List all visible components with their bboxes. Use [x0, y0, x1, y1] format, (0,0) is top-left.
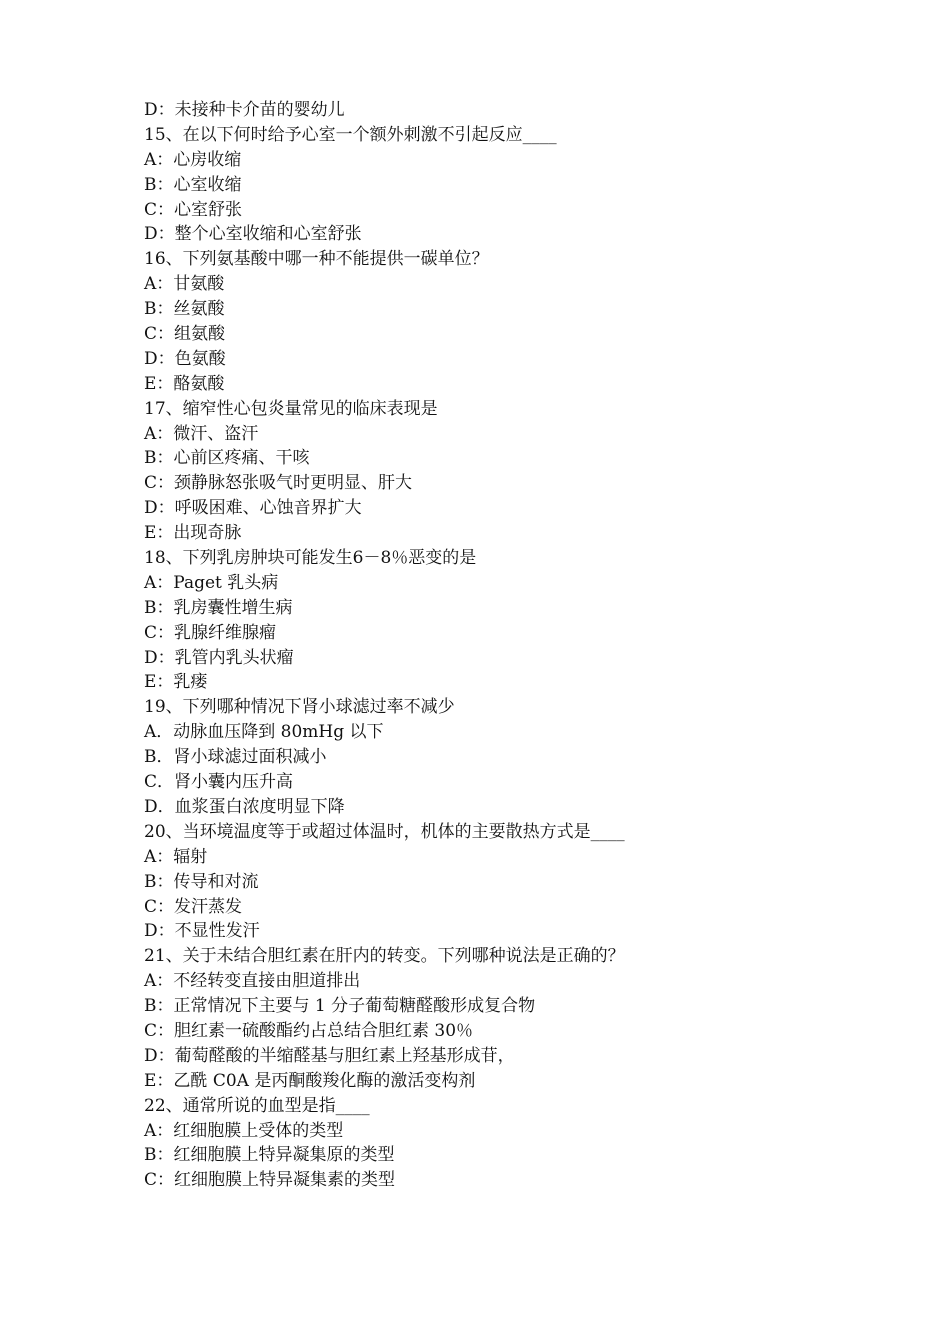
question-19: 19、下列哪种情况下肾小球滤过率不减少 [144, 697, 455, 718]
option-c-text: C：心室舒张 [144, 199, 243, 220]
option-c-text: C．肾小囊内压升高 [144, 772, 294, 793]
option-b-text: B．肾小球滤过面积减小 [144, 747, 327, 768]
question-22: 22、通常所说的血型是指____ [144, 1095, 370, 1116]
option-c-text: C：颈静脉怒张吸气时更明显、肝大 [144, 473, 413, 494]
option-d-text: D：色氨酸 [144, 348, 226, 369]
question-text-block [144, 98, 844, 1193]
option-d-text: D．血浆蛋白浓度明显下降 [144, 796, 345, 817]
option-e-text: E：出现奇脉 [144, 523, 242, 544]
option-b-text: B：传导和对流 [144, 871, 259, 892]
option-d-text: D：未接种卡介苗的婴幼儿 [144, 100, 345, 120]
option-d-text: D：呼吸困难、心蚀音界扩大 [144, 498, 362, 519]
option-b-text: B：心前区疼痛、干咳 [144, 448, 310, 469]
option-a-text: A：心房收缩 [144, 149, 242, 170]
question-17: 17、缩窄性心包炎量常见的临床表现是 [144, 398, 438, 419]
option-a-text: A：甘氨酸 [144, 274, 225, 295]
option-a-text: A：红细胞膜上受体的类型 [144, 1120, 344, 1141]
option-a-text: A：微汗、盗汗 [144, 423, 259, 444]
option-c-text: C：组氨酸 [144, 324, 226, 345]
option-c-text: C：发汗蒸发 [144, 896, 243, 917]
option-a-text: A：不经转变直接由胆道排出 [144, 971, 361, 992]
option-d-text: D：整个心室收缩和心室舒张 [144, 224, 362, 245]
option-b-text: B：丝氨酸 [144, 299, 225, 320]
option-b-text: B：心室收缩 [144, 174, 242, 195]
option-c-text: C：胆红素一硫酸酯约占总结合胆红素 30％ [144, 1020, 474, 1041]
option-a-text: A．动脉血压降到 80mHg 以下 [144, 722, 384, 743]
question-15: 15、在以下何时给予心室一个额外刺激不引起反应____ [144, 124, 557, 145]
option-c-text: C：乳腺纤维腺瘤 [144, 622, 277, 643]
option-e-text: E：乙酰 C0A 是丙酮酸羧化酶的激活变构剂 [144, 1070, 476, 1091]
option-e-text: E：乳瘘 [144, 672, 208, 693]
option-d-text: D：葡萄醛酸的半缩醛基与胆红素上羟基形成苷， [144, 1045, 515, 1066]
option-a-text: A：辐射 [144, 846, 208, 867]
option-e-text: E：酪氨酸 [144, 373, 225, 394]
option-b-text: B：乳房囊性增生病 [144, 597, 293, 618]
question-18: 18、下列乳房肿块可能发生6－8％恶变的是 [144, 548, 477, 569]
option-a-text: A：Paget 乳头病 [144, 572, 279, 593]
question-21: 21、关于未结合胆红素在肝内的转变。下列哪种说法是正确的？ [144, 946, 625, 967]
option-b-text: B：红细胞膜上特异凝集原的类型 [144, 1145, 395, 1166]
question-16: 16、下列氨基酸中哪一种不能提供一碳单位？ [144, 249, 489, 270]
question-20: 20、当环境温度等于或超过体温时，机体的主要散热方式是____ [144, 821, 625, 842]
option-c-text: C：红细胞膜上特异凝集素的类型 [144, 1170, 396, 1191]
option-d-text: D：乳管内乳头状瘤 [144, 647, 294, 668]
option-b-text: B：正常情况下主要与 1 分子葡萄糖醛酸形成复合物 [144, 996, 536, 1017]
option-d-text: D：不显性发汗 [144, 921, 260, 942]
